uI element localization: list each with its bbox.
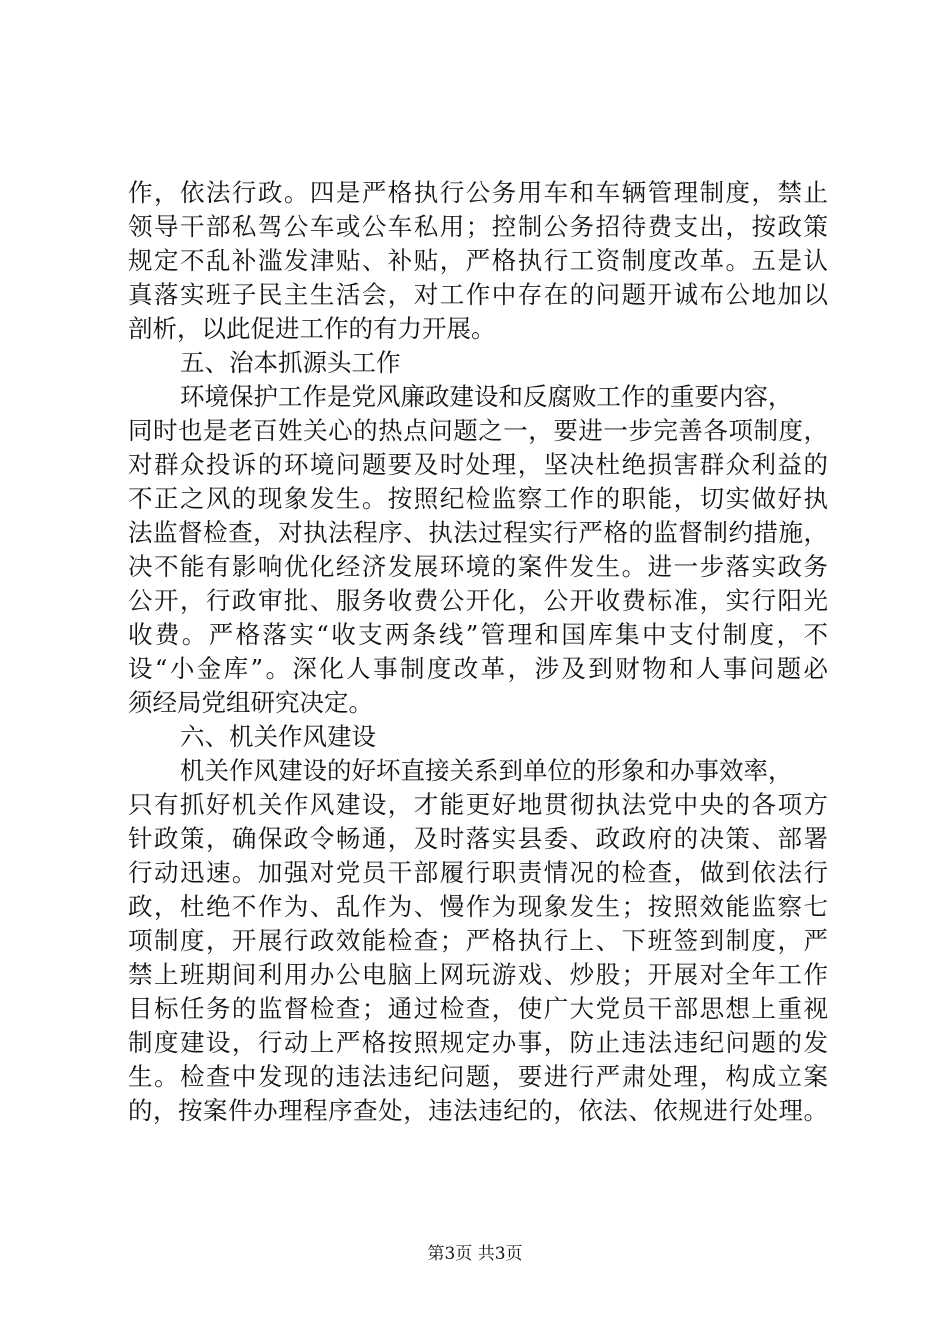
text-line: 剖析，以此促进工作的有力开展。 — [128, 314, 496, 343]
text-line: 禁上班期间利用办公电脑上网玩游戏、炒股；开展对全年工作 — [128, 960, 828, 989]
text-line: 项制度，开展行政效能检查；严格执行上、下班签到制度，严 — [128, 926, 828, 955]
text-line: 行动迅速。加强对党员干部履行职责情况的检查，做到依法行 — [128, 858, 828, 887]
text-line: 目标任务的监督检查；通过检查，使广大党员干部思想上重视 — [128, 994, 828, 1023]
text-line: 公开，行政审批、服务收费公开化，公开收费标准，实行阳光 — [128, 586, 828, 615]
section-heading: 六、机关作风建设 — [180, 722, 376, 751]
text-line: 生。检查中发现的违法违纪问题，要进行严肃处理，构成立案 — [128, 1062, 828, 1091]
text-line: 机关作风建设的好坏直接关系到单位的形象和办事效率， — [180, 756, 793, 785]
text-line: 领导干部私驾公车或公车私用；控制公务招待费支出，按政策 — [128, 212, 828, 241]
text-line: 只有抓好机关作风建设，才能更好地贯彻执法党中央的各项方 — [128, 790, 828, 819]
text-line: 作，依法行政。四是严格执行公务用车和车辆管理制度，禁止 — [128, 178, 828, 207]
text-line: 法监督检查，对执法程序、执法过程实行严格的监督制约措施， — [128, 518, 828, 547]
text-line: 制度建设，行动上严格按照规定办事，防止违法违纪问题的发 — [128, 1028, 828, 1057]
text-line: 同时也是老百姓关心的热点问题之一，要进一步完善各项制度， — [128, 416, 828, 445]
section-heading: 五、治本抓源头工作 — [180, 348, 401, 377]
text-line: 设“小金库”。深化人事制度改革，涉及到财物和人事问题必 — [128, 654, 828, 683]
text-line: 须经局党组研究决定。 — [128, 688, 373, 717]
text-line: 决不能有影响优化经济发展环境的案件发生。进一步落实政务 — [128, 552, 828, 581]
page-number: 第3页 共3页 — [427, 1244, 523, 1264]
text-line: 政，杜绝不作为、乱作为、慢作为现象发生；按照效能监察七 — [128, 892, 828, 921]
text-line: 对群众投诉的环境问题要及时处理，坚决杜绝损害群众利益的 — [128, 450, 828, 479]
page-footer — [0, 1242, 950, 1266]
text-line: 不正之风的现象发生。按照纪检监察工作的职能，切实做好执 — [128, 484, 828, 513]
text-line: 环境保护工作是党风廉政建设和反腐败工作的重要内容， — [180, 382, 793, 411]
text-line: 针政策，确保政令畅通，及时落实县委、政政府的决策、部署 — [128, 824, 828, 853]
text-line: 收费。严格落实“收支两条线”管理和国库集中支付制度，不 — [128, 620, 828, 649]
document-body — [128, 176, 828, 1128]
text-line: 的，按案件办理程序查处，违法违纪的，依法、依规进行处理。 — [128, 1096, 828, 1125]
text-line: 规定不乱补滥发津贴、补贴，严格执行工资制度改革。五是认 — [128, 246, 828, 275]
text-line: 真落实班子民主生活会，对工作中存在的问题开诚布公地加以 — [128, 280, 828, 309]
